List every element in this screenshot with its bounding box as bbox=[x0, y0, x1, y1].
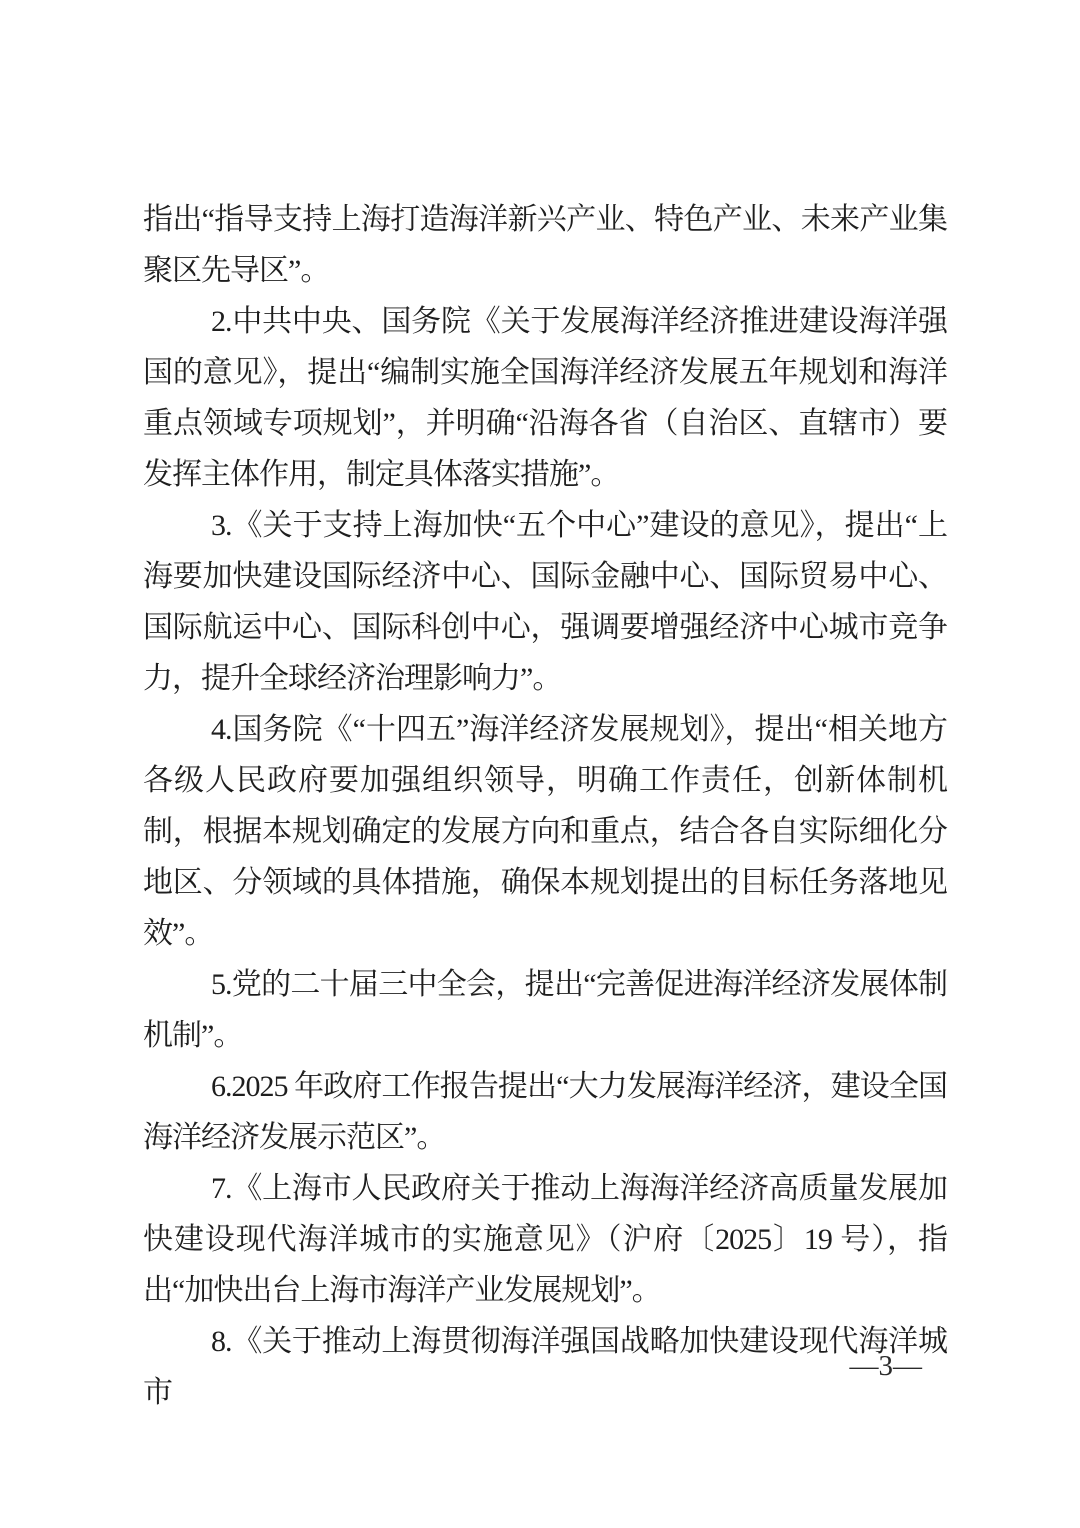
page-number: —3— bbox=[849, 1350, 922, 1382]
document-text bbox=[143, 194, 947, 1418]
paragraph-item-6: 6.2025 年政府工作报告提出“大力发展海洋经济，建设全国海洋经济发展示范区”。 bbox=[143, 1070, 947, 1154]
paragraph-continuation: 指出“指导支持上海打造海洋新兴产业、特色产业、未来产业集聚区先导区”。 bbox=[143, 203, 947, 287]
paragraph-item-2: 2.中共中央、国务院《关于发展海洋经济推进建设海洋强国的意见》，提出“编制实施全国海洋经济发展五年规划和海洋重点领域专项规划”，并明确“沿海各省（自治区、直辖市）要发挥主体作用，制定具体落实措施”。 bbox=[143, 305, 947, 491]
paragraph-item-8: 8.《关于推动上海贯彻海洋强国战略加快建设现代海洋城市 bbox=[143, 1325, 947, 1409]
paragraph-item-5: 5.党的二十届三中全会，提出“完善促进海洋经济发展体制机制”。 bbox=[143, 968, 947, 1052]
paragraph-item-7: 7.《上海市人民政府关于推动上海海洋经济高质量发展加快建设现代海洋城市的实施意见》（沪府〔2025〕19 号），指出“加快出台上海市海洋产业发展规划”。 bbox=[143, 1172, 947, 1307]
paragraph-item-3: 3.《关于支持上海加快“五个中心”建设的意见》，提出“上海要加快建设国际经济中心、国际金融中心、国际贸易中心、国际航运中心、国际科创中心，强调要增强经济中心城市竞争力，提升全球经济治理影响力”。 bbox=[143, 509, 947, 695]
paragraph-item-4: 4.国务院《“十四五”海洋经济发展规划》，提出“相关地方各级人民政府要加强组织领导，明确工作责任，创新体制机制，根据本规划确定的发展方向和重点，结合各自实际细化分地区、分领域的具体措施，确保本规划提出的目标任务落地见效”。 bbox=[143, 713, 947, 950]
